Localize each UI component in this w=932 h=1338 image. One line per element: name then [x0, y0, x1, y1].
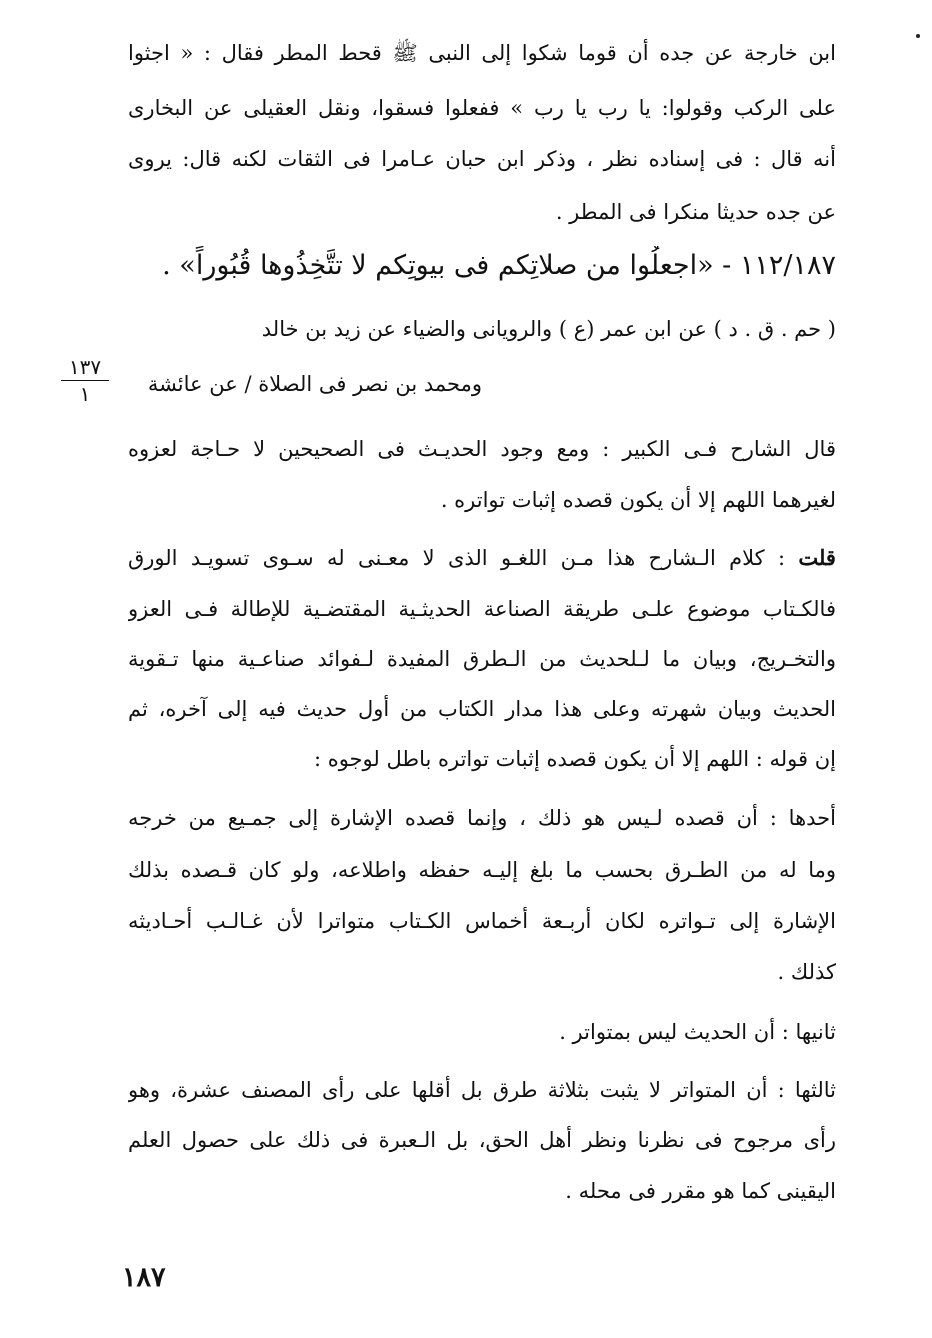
text-line: لغيرهما اللهم إلا أن يكون قصده إثبات تواتره .: [440, 488, 836, 512]
text-line: [128, 543, 836, 573]
qultu-label: قلت: [798, 545, 836, 570]
text-line: وما له من الطـرق بحسب ما بلغ إليـه حفظه واطلاعه، ولو كان قـصده بذلك: [128, 858, 836, 882]
margin-reference-rule: [61, 380, 109, 381]
text-line: فالكـتاب موضوع علـى طريقة الصناعة الحديثـية المقتضـية للإطالة فـى العزو: [128, 597, 836, 621]
text-line: والتخـريج، وبيان ما لـلحديث من الـطرق المفيدة لـفوائد صناعـية منها تـقوية: [128, 647, 836, 671]
text-line: رأى مرجوح فى نظرنا ونظر أهل الحق، بل الـعبرة فى ذلك على حصول العلم: [128, 1128, 836, 1152]
text-line: كذلك .: [777, 960, 836, 984]
margin-reference: [60, 356, 110, 405]
text-line: اليقينى كما هو مقرر فى محله .: [565, 1179, 836, 1203]
text-line: قال الشارح فـى الكبير : ومع وجود الحديـث فى الصحيحين لا حـاجة لعزوه: [128, 437, 836, 461]
text-line: ثانيها : أن الحديث ليس بمتواتر .: [559, 1020, 836, 1044]
text-segment: : كلام الـشارح هذا مـن اللغـو الذى لا معـنى له سـوى تسويـد الورق: [128, 546, 786, 570]
text-line: أحدها : أن قصده لـيس هو ذلك ، وإنما قصده الإشارة إلى جمـيع من خرجه: [128, 806, 836, 830]
hadith-sources: ومحمد بن نصر فى الصلاة / عن عائشة: [147, 372, 482, 396]
text-line: ابن خارجة عن جده أن قوما شكوا إلى النبى ﷺ قحط المطر فقال : « اجثوا: [128, 41, 836, 65]
text-line: عن جده حديثا منكرا فى المطر .: [555, 200, 836, 224]
hadith-sources: ( حم . ق . د ) عن ابن عمر (ع ) والرويانى والضياء عن زيد بن خالد: [261, 317, 836, 341]
page-number: ١٨٧: [122, 1262, 166, 1293]
text-line: إن قوله : اللهم إلا أن يكون قصده إثبات تواتره باطل لوجوه :: [313, 747, 836, 771]
ink-speck: [916, 34, 920, 38]
margin-reference-bottom: ١: [79, 382, 91, 406]
text-line: على الركب وقولوا: يا رب يا رب » ففعلوا فسقوا، ونقل العقيلى عن البخارى: [128, 96, 836, 120]
text-line: أنه قال : فى إسناده نظر ، وذكر ابن حبان عـامرا فى الثقات لكنه قال: يروى: [128, 147, 836, 171]
text-line: الإشارة إلى تـواتره لكان أربـعة أخماس الكـتاب متواترا لأن غـالـب أحـاديثه: [128, 909, 836, 933]
text-line: ثالثها : أن المتواتر لا يثبت بثلاثة طرق بل أقلها على رأى المصنف عشرة، وهو: [128, 1078, 836, 1102]
text-line: الحديث وبيان شهرته وعلى هذا مدار الكتاب من أول حديث فيه إلى آخره، ثم: [128, 697, 836, 721]
hadith-text: ١١٢/١٨٧ - «اجعلُوا من صلاتِكم فى بيوتِكم لا تتَّخِذُوها قُبُوراً» .: [162, 250, 836, 281]
margin-reference-top: ١٣٧: [68, 355, 102, 379]
